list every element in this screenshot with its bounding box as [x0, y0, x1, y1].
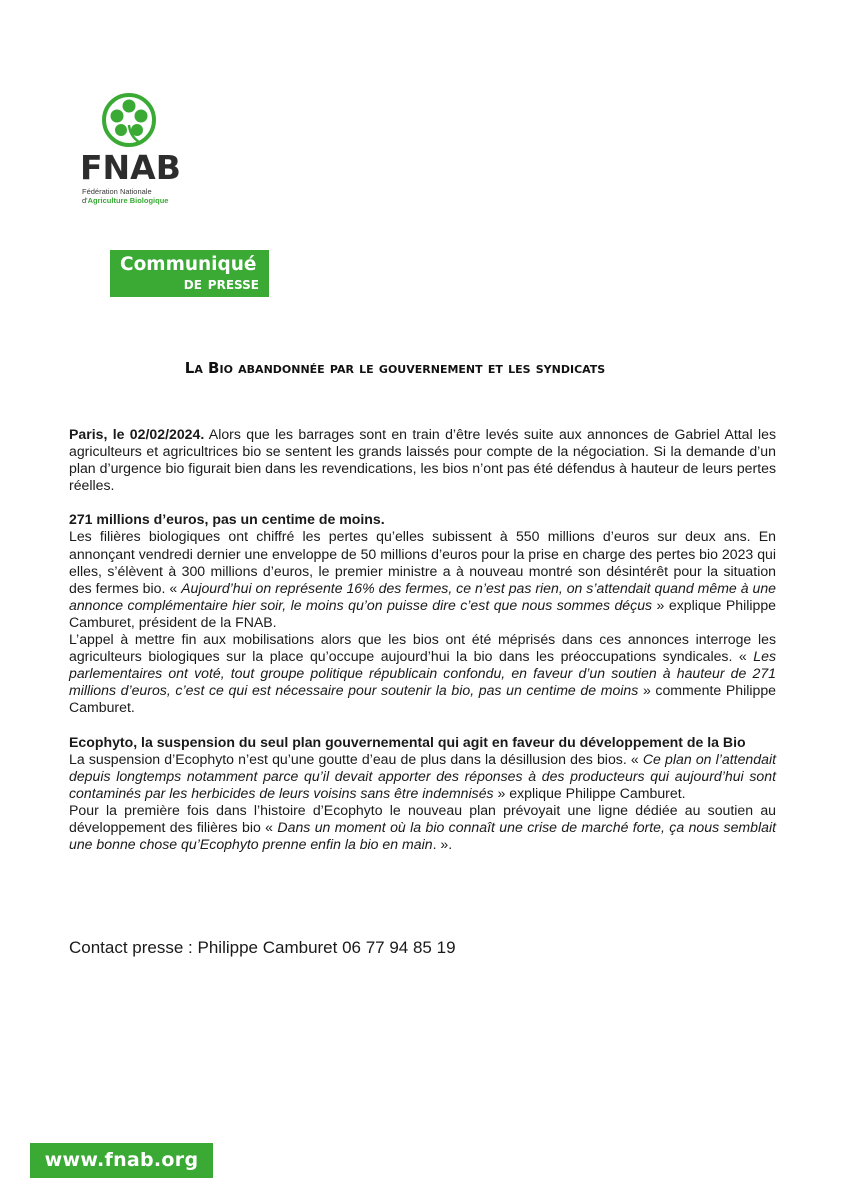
flower-icon [100, 92, 158, 148]
intro-paragraph [69, 426, 776, 494]
badge-line1: Communiqué [120, 254, 257, 275]
heading-text-2: Ecophyto, la suspension du seul plan gouvernemental qui agit en faveur du développement de la Bio [69, 733, 746, 750]
quote-s3-b: Dans un moment où la bio connaît une crise de marché forte, ça nous semblait une bonne chose qu’Ecophyto prenne enfin la bio en main [69, 818, 776, 853]
logo-subtitle-green: Agriculture Biologique [87, 196, 169, 205]
section-heading-1 [69, 511, 776, 528]
logo-wordmark: FNAB [80, 148, 181, 187]
website-link[interactable]: www.fnab.org [30, 1143, 213, 1178]
section-heading-2 [69, 734, 776, 751]
quote-s3-a: Ce plan on l’attendait depuis longtemps notamment parce qu’il devait apporter des réponses à des producteurs qui aujourd’hui sont contaminés par les herbicides de leurs voisins sans être indemnisés [69, 750, 776, 801]
logo-subtitle [82, 187, 168, 205]
text-s2-a-end: » explique Philippe Camburet, président de la FNAB. [69, 596, 776, 630]
communique-badge [110, 250, 269, 297]
fnab-logo [78, 92, 198, 210]
text-s3-b: Pour la première fois dans l’histoire d’Ecophyto le nouveau plan prévoyait une ligne dédiée au soutien au développement des filières bio « [69, 801, 776, 835]
logo-subtitle-prefix: d' [82, 196, 88, 205]
dateline: Paris, le 02/02/2024. [69, 426, 205, 442]
text-s2-b: L’appel à mettre fin aux mobilisations alors que les bios ont été méprisés dans ces annonces interroge les agriculteurs biologiques sur la place qu’occupe aujourd’hui la bio dans les préoccupations syndicales. « [69, 631, 776, 665]
press-release-body [69, 426, 776, 853]
text-s2-a: Les filières biologiques ont chiffré les pertes qu’elles subissent à 550 millions d’euros sur deux ans. En annonçant vendredi dernier une enveloppe de 50 millions d’euros pour la prise en charge des pertes bio 2023 qui elles, s’élèvent à 300 millions d’euros, le premier ministre a à nouveau montré son désintérêt pour la situation des fermes bio. « [69, 528, 776, 596]
logo-subtitle-line1: Fédération Nationale [82, 187, 152, 196]
section-1-paragraph-a [69, 528, 776, 631]
section-1-paragraph-b [69, 631, 776, 716]
quote-s2-a: Aujourd’hui on représente 16% des fermes, ce n’est pas rien, on s’attendait quand même à une annonce complémentaire hier soir, le moins qu’on puisse dire c’est que nous sommes déçus [69, 579, 776, 613]
press-contact: Contact presse : Philippe Camburet 06 77 94 85 19 [69, 938, 456, 957]
section-2-paragraph-a [69, 751, 776, 802]
section-2-paragraph-b [69, 802, 776, 853]
quote-s2-b: Les parlementaires ont voté, tout groupe politique républicain confondu, en faveur d’un soutien à hauteur de 271 millions d’euros, c’est ce qui est nécessaire pour soutenir la bio, pas un centime de moins [69, 648, 776, 699]
badge-line2: de presse [183, 274, 259, 294]
intro-text: Alors que les barrages sont en train d’être levés suite aux annonces de Gabriel Attal les agriculteurs et agricultrices bio se sentent les grands laissés pour compte de la négociation. Si la demande d’un plan d’urgence bio figurait bien dans les revendications, les bios n’ont pas été défendus à hauteur de leurs pertes réelles. [69, 426, 776, 494]
heading-text-1: 271 millions d’euros, pas un centime de moins. [69, 511, 385, 528]
text-s3-b-end: . ». [432, 836, 453, 853]
page-title: La Bio abandonnée par le gouvernement et les syndicats [184, 359, 606, 377]
text-s3-a: La suspension d’Ecophyto n’est qu’une goutte d’eau de plus dans la désillusion des bios. « [69, 750, 643, 767]
text-s3-a-end: » explique Philippe Camburet. [493, 784, 686, 801]
text-s2-b-end: » commente Philippe Camburet. [69, 682, 776, 716]
